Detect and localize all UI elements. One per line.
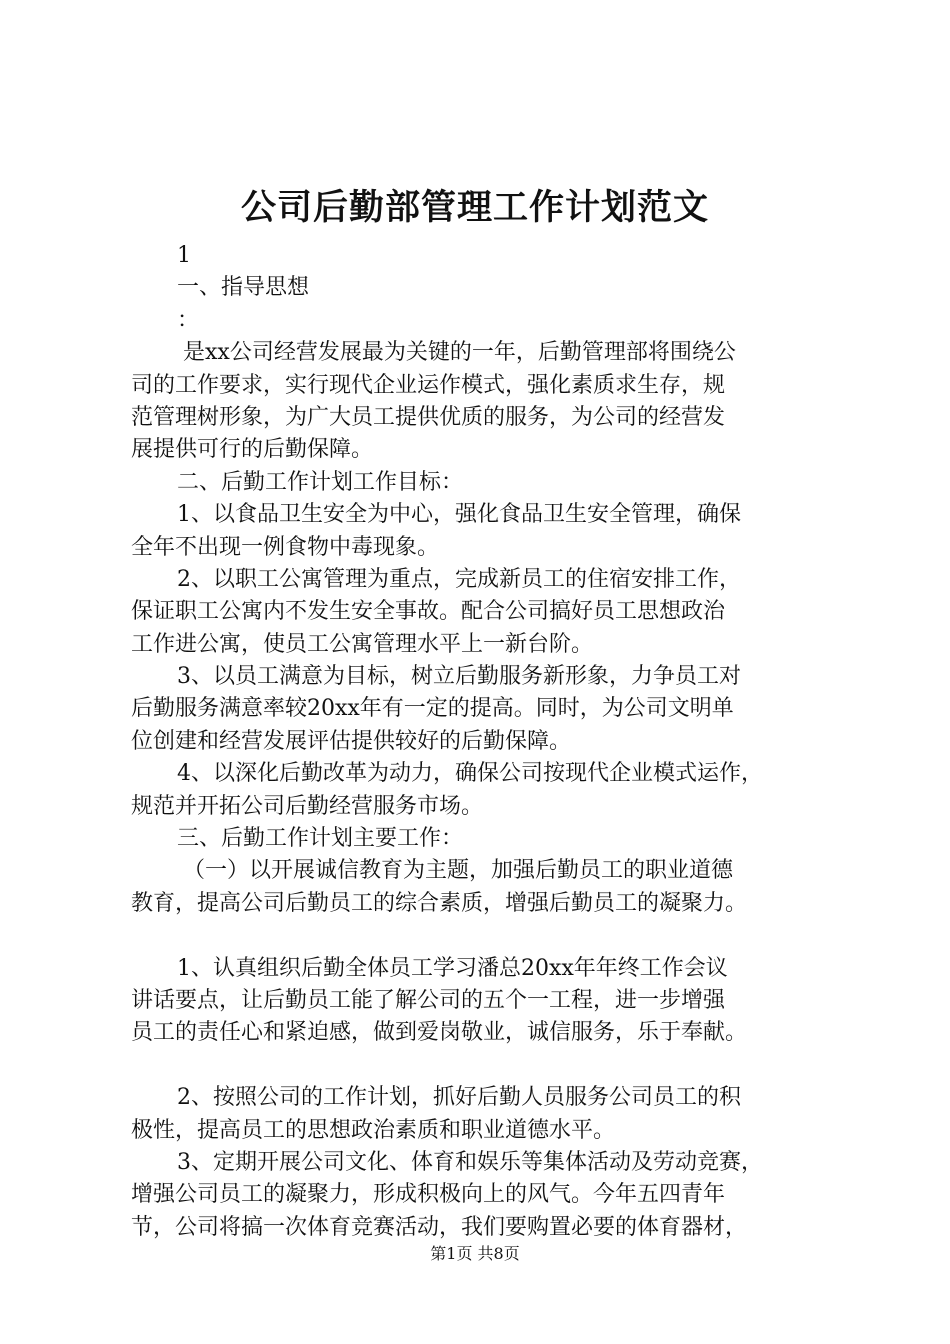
paragraph-line: 位创建和经营发展评估提供较好的后勤保障。 [131, 728, 572, 754]
heading-work-goals: 二、后勤工作计划工作目标： [177, 469, 464, 495]
paragraph-line: 2、按照公司的工作计划，抓好后勤人员服务公司员工的积 [177, 1085, 741, 1111]
paragraph-line: 1、认真组织后勤全体员工学习潘总20xx年年终工作会议 [177, 955, 728, 981]
paragraph-line: 保证职工公寓内不发生安全事故。配合公司搞好员工思想政治 [131, 599, 726, 625]
paragraph-line: 3、以员工满意为目标，树立后勤服务新形象，力争员工对 [177, 664, 741, 690]
document-body [131, 240, 833, 1244]
paragraph-line: 是xx公司经营发展最为关键的一年，后勤管理部将围绕公 [183, 340, 736, 366]
paragraph-line: 2、以职工公寓管理为重点，完成新员工的住宿安排工作， [177, 566, 741, 592]
paragraph-line: 展提供可行的后勤保障。 [131, 437, 374, 463]
paragraph-line: 节，公司将搞一次体育竞赛活动，我们要购置必要的体育器材， [131, 1214, 748, 1240]
paragraph-gap [131, 1050, 833, 1082]
paragraph-line: 讲话要点，让后勤员工能了解公司的五个一工程，进一步增强 [131, 987, 726, 1013]
paragraph-line: 后勤服务满意率较20xx年有一定的提高。同时，为公司文明单 [131, 696, 734, 722]
paragraph-line: 范管理树形象，为广大员工提供优质的服务，为公司的经营发 [131, 404, 726, 430]
paragraph-gap [131, 920, 833, 952]
paragraph-line: 规范并开拓公司后勤经营服务市场。 [131, 793, 484, 819]
heading-main-work: 三、后勤工作计划主要工作： [177, 826, 464, 852]
paragraph-line: 工作进公寓，使员工公寓管理水平上一新台阶。 [131, 631, 594, 657]
document-title: 公司后勤部管理工作计划范文 [240, 187, 709, 228]
paragraph-line: 司的工作要求，实行现代企业运作模式，强化素质求生存，规 [131, 372, 726, 398]
paragraph-line: 极性，提高员工的思想政治素质和职业道德水平。 [131, 1117, 616, 1143]
section-number: 1 [177, 243, 191, 268]
paragraph-line: 4、以深化后勤改革为动力，确保公司按现代企业模式运作， [177, 761, 763, 787]
page-footer: 第1页 共8页 [430, 1244, 520, 1263]
paragraph-line: 员工的责任心和紧迫感，做到爱岗敬业，诚信服务，乐于奉献。 [131, 1020, 748, 1046]
paragraph-line: 1、以食品卫生安全为中心，强化食品卫生安全管理，确保 [177, 502, 741, 528]
paragraph-line: （一）以开展诚信教育为主题，加强后勤员工的职业道德 [183, 858, 734, 884]
heading-guiding-ideology: 一、指导思想 [177, 275, 310, 301]
paragraph-line: 全年不出现一例食物中毒现象。 [131, 534, 440, 560]
colon-line: ： [177, 307, 200, 333]
paragraph-line: 增强公司员工的凝聚力，形成积极向上的风气。今年五四青年 [131, 1182, 726, 1208]
paragraph-line: 3、定期开展公司文化、体育和娱乐等集体活动及劳动竞赛， [177, 1149, 763, 1175]
paragraph-line: 教育，提高公司后勤员工的综合素质，增强后勤员工的凝聚力。 [131, 890, 748, 916]
